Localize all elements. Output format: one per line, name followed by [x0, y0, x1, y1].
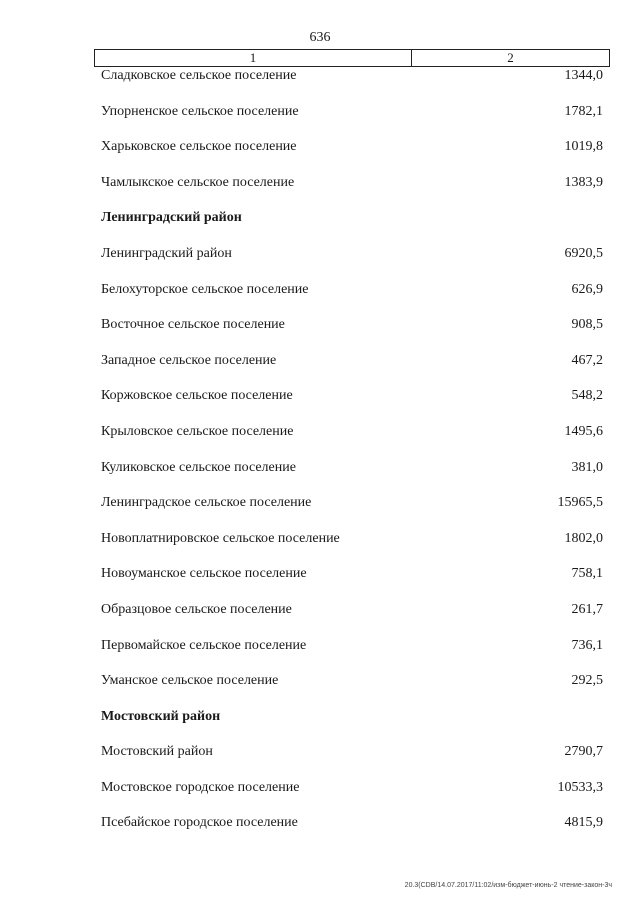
row-value: 467,2: [571, 352, 603, 368]
row-value: 758,1: [571, 566, 603, 582]
row-name: Харьковское сельское поселение: [101, 139, 297, 155]
table-row: [0, 592, 640, 628]
row-name: Образцовое сельское поселение: [101, 601, 292, 617]
table-row: [0, 770, 640, 806]
row-name: Западное сельское поселение: [101, 352, 277, 368]
row-value: 1782,1: [564, 103, 603, 119]
row-name: Белохуторское сельское поселение: [101, 281, 309, 297]
table-row: [0, 734, 640, 770]
table-header-col1: 1: [95, 50, 412, 66]
table-row: [0, 450, 640, 486]
row-name: Чамлыкское сельское поселение: [101, 174, 295, 190]
row-value: 6920,5: [564, 245, 603, 261]
row-value: 15965,5: [557, 495, 603, 511]
table-row: [0, 94, 640, 130]
row-value: 1344,0: [564, 68, 603, 83]
row-name: Упорненское сельское поселение: [101, 103, 299, 119]
row-name: Куликовское сельское поселение: [101, 459, 296, 475]
page-number: 636: [309, 30, 331, 45]
row-name: Псебайское городское поселение: [101, 815, 298, 831]
table-row: [0, 628, 640, 664]
row-value: 1495,6: [564, 423, 603, 439]
row-name: Первомайское сельское поселение: [101, 637, 307, 653]
row-name: Уманское сельское поселение: [101, 673, 279, 689]
table-row: [0, 414, 640, 450]
table-row: [0, 272, 640, 308]
table-row: [0, 343, 640, 379]
table-row: [0, 307, 640, 343]
row-name: Крыловское сельское поселение: [101, 423, 294, 439]
row-value: 261,7: [571, 601, 603, 617]
footer-note: 20.3(СDB/14.07.2017/11:02/изм-бюджет-июнь-2 чтение-закон-3ч: [404, 882, 612, 889]
row-name: Мостовский район: [101, 708, 221, 724]
row-name: Ленинградский район: [101, 245, 232, 261]
row-value: 908,5: [571, 317, 603, 333]
row-value: 1019,8: [564, 139, 603, 155]
table-row: [0, 556, 640, 592]
row-value: 4815,9: [564, 815, 603, 831]
row-value: 381,0: [571, 459, 603, 475]
table-row: [0, 58, 640, 94]
table-row: [0, 663, 640, 699]
table-row: [0, 378, 640, 414]
row-name: Мостовский район: [101, 744, 213, 760]
row-name: Ленинградский район: [101, 210, 242, 226]
row-name: Коржовское сельское поселение: [101, 388, 293, 404]
row-value: 1802,0: [564, 530, 603, 546]
row-value: 292,5: [571, 673, 603, 689]
table-row: [0, 165, 640, 201]
row-value: 1383,9: [564, 174, 603, 190]
section-heading: [0, 699, 640, 735]
row-name: Новоуманское сельское поселение: [101, 566, 307, 582]
row-name: Мостовское городское поселение: [101, 779, 300, 795]
table-body: [0, 58, 640, 841]
row-name: Ленинградское сельское поселение: [101, 495, 312, 511]
table-row: [0, 521, 640, 557]
row-name: Восточное сельское поселение: [101, 317, 285, 333]
row-value: 548,2: [571, 388, 603, 404]
section-heading: [0, 200, 640, 236]
table-row: [0, 129, 640, 165]
table-row: [0, 805, 640, 841]
table-header-col2: 2: [507, 50, 514, 65]
row-value: 10533,3: [557, 779, 603, 795]
row-name: Сладковское сельское поселение: [101, 68, 297, 83]
table-row: [0, 236, 640, 272]
row-name: Новоплатнировское сельское поселение: [101, 530, 340, 546]
table-row: [0, 485, 640, 521]
row-value: 2790,7: [564, 744, 603, 760]
row-value: 626,9: [571, 281, 603, 297]
row-value: 736,1: [571, 637, 603, 653]
